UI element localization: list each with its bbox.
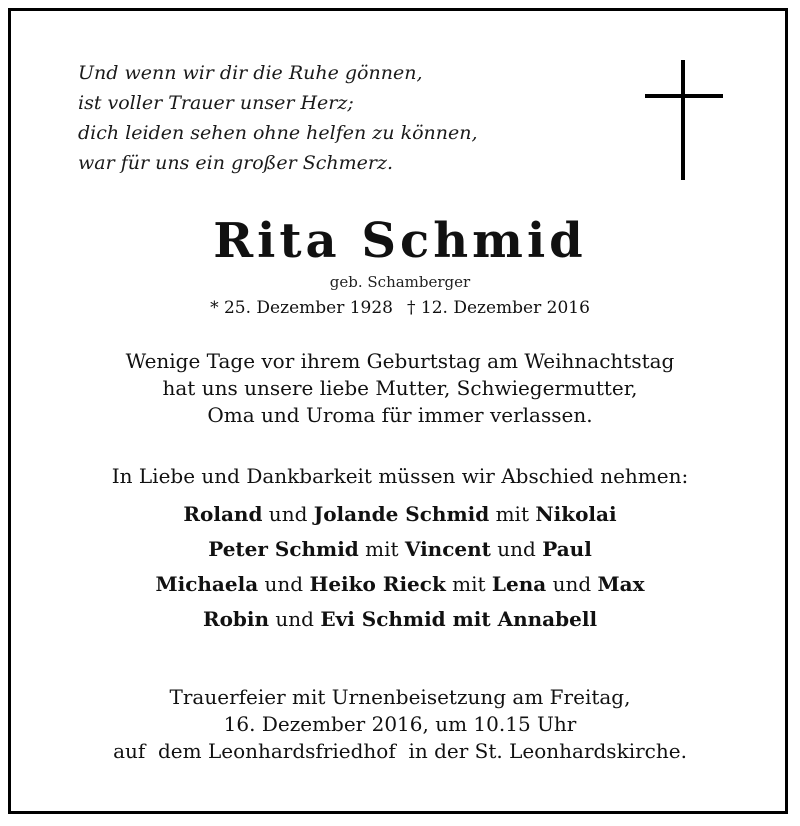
announcement-line: Oma und Uroma für immer verlassen.: [207, 403, 593, 427]
family-line: [0, 567, 800, 602]
farewell-intro: In Liebe und Dankbarkeit müssen wir Abschied nehmen:: [111, 464, 689, 488]
family-name: Lena: [491, 572, 547, 596]
connector: und: [269, 607, 321, 631]
ceremony-info: [0, 684, 800, 765]
family-name: Roland: [183, 502, 263, 526]
birth-date: * 25. Dezember 1928: [210, 298, 393, 318]
family-name: Jolande Schmid: [313, 502, 490, 526]
poem-line: dich leiden sehen ohne helfen zu können,: [78, 122, 478, 144]
family-name: Nikolai: [535, 502, 617, 526]
ceremony-line: auf dem Leonhardsfriedhof in der St. Leonhardskirche.: [113, 739, 687, 763]
poem-line: ist voller Trauer unser Herz;: [78, 92, 354, 114]
ceremony-line: Trauerfeier mit Urnenbeisetzung am Freitag,: [169, 685, 631, 709]
connector: und: [262, 502, 314, 526]
family-name: Evi Schmid mit Annabell: [320, 607, 598, 631]
connector: und: [546, 572, 598, 596]
connector: mit: [358, 537, 405, 561]
family-name: Michaela: [155, 572, 259, 596]
family-name: Heiko Rieck: [309, 572, 446, 596]
family-line: [0, 497, 800, 532]
poem-line: war für uns ein großer Schmerz.: [78, 152, 393, 174]
connector: mit: [445, 572, 492, 596]
deceased-name: Rita Schmid: [213, 213, 587, 269]
connector: mit: [489, 502, 536, 526]
family-line: [0, 532, 800, 567]
life-dates: [0, 296, 800, 320]
family-name: Peter Schmid: [208, 537, 359, 561]
family-line: [0, 602, 800, 637]
connector: und: [490, 537, 543, 561]
announcement: [0, 348, 800, 429]
family-name: Paul: [542, 537, 592, 561]
family-name: Vincent: [404, 537, 491, 561]
announcement-line: hat uns unsere liebe Mutter, Schwiegermutter,: [162, 376, 638, 400]
ceremony-line: 16. Dezember 2016, um 10.15 Uhr: [223, 712, 577, 736]
death-date: † 12. Dezember 2016: [407, 298, 590, 318]
family-list: [0, 497, 800, 637]
connector: und: [258, 572, 310, 596]
birth-name: geb. Schamberger: [329, 273, 471, 291]
family-name: Robin: [202, 607, 270, 631]
poem: [78, 58, 478, 178]
announcement-line: Wenige Tage vor ihrem Geburtstag am Weihnachtstag: [125, 349, 675, 373]
poem-line: Und wenn wir dir die Ruhe gönnen,: [78, 62, 423, 84]
family-name: Max: [597, 572, 645, 596]
cross-icon: [645, 60, 723, 180]
